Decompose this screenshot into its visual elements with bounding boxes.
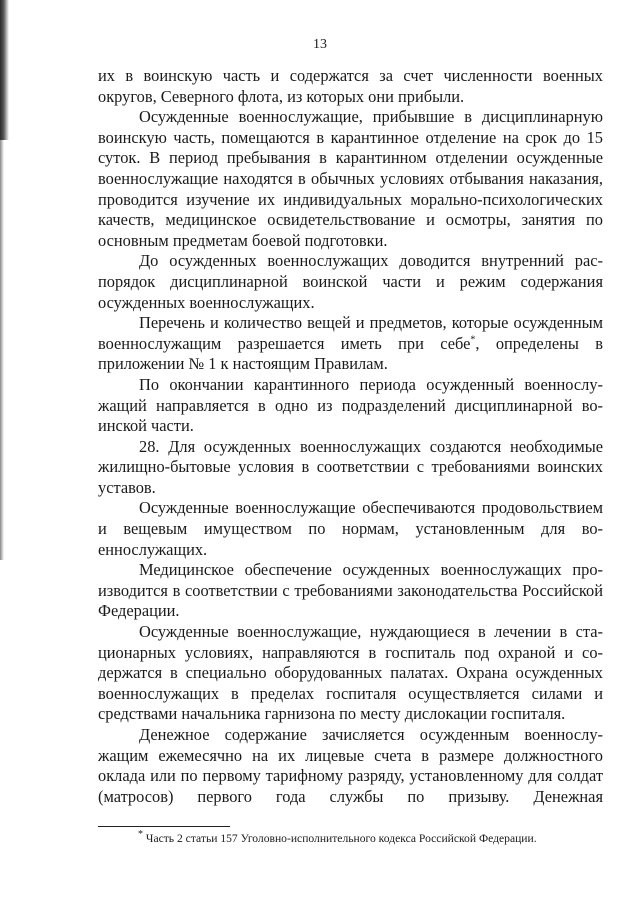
- paragraph-medical: Медицинское обеспечение осужденных военнослужащих производится в соответствии с требованиями законодательства Российской Федерации.: [98, 560, 603, 621]
- scan-shadow: [0, 0, 9, 140]
- scan-shadow-lower: [0, 140, 4, 560]
- footnote-divider: [98, 826, 230, 827]
- paragraph-internal-rules: До осужденных военнослужащих доводится внутренний распорядок дисциплинарной воинской части и режим содержания осужденных военнослужащих.: [98, 251, 603, 312]
- paragraph-hospital: Осужденные военнослужащие, нуждающиеся в лечении в стационарных условиях, направляются в госпиталь под охраной и содержатся в специально оборудованных палатах. Охрана осужденных военнослужащих в пределах госпиталя осуществляется силами и средствами начальника гарнизона по месту дислокации госпиталя.: [98, 622, 603, 724]
- footnote-marker-bottom: *: [138, 829, 143, 841]
- paragraph-after-quarantine: По окончании карантинного периода осужденный военнослужащий направляется в одно из подразделений дисциплинарной воинской части.: [98, 374, 603, 436]
- paragraph-28-living-conditions: 28. Для осужденных военнослужащих создаются необходимые жилищно-бытовые условия в соответствии с требованиями воинских уставов.: [98, 436, 603, 497]
- footnote: [138, 829, 598, 846]
- document-body: [98, 66, 603, 807]
- paragraph-permitted-items-text: Перечень и количество вещей и предметов, которые осужденным военнослужащим разрешается иметь при себе: [98, 313, 603, 353]
- footnote-text: Часть 2 статьи 157 Уголовно-исполнительного кодекса Российской Федерации.: [145, 832, 537, 845]
- footnote-marker: *: [470, 334, 476, 346]
- paragraph-permitted-items: [98, 313, 603, 375]
- paragraph-food-supply: Осужденные военнослужащие обеспечиваются продовольствием и вещевым имуществом по нормам, установленным для военнослужащих.: [98, 498, 603, 559]
- page-number: 13: [313, 37, 327, 52]
- paragraph-pay: Денежное содержание зачисляется осужденным военнослужащим ежемесячно на их лицевые счета в размере должностного оклада или по первому тарифному разряду, установленному для солдат (матросов) первого года службы по призыву. Денежная: [98, 725, 603, 806]
- paragraph-permitted-items-tail: , определены в приложении № 1 к настоящим Правилам.: [98, 333, 603, 374]
- paragraph-quarantine: Осужденные военнослужащие, прибывшие в дисциплинарную воинскую часть, помещаются в карантинное отделение на срок до 15 суток. В период пребывания в карантинном отделении осужденные военнослужащие находятся в обычных условиях отбывания наказания, проводится изучение их индивидуальных морально-психологических качеств, медицинское освидетельствование и осмотры, занятия по основным предметам боевой подготовки.: [98, 107, 603, 250]
- paragraph-continuation: их в воинскую часть и содержатся за счет численности военных округов, Северного флота, из которых они прибыли.: [98, 66, 603, 106]
